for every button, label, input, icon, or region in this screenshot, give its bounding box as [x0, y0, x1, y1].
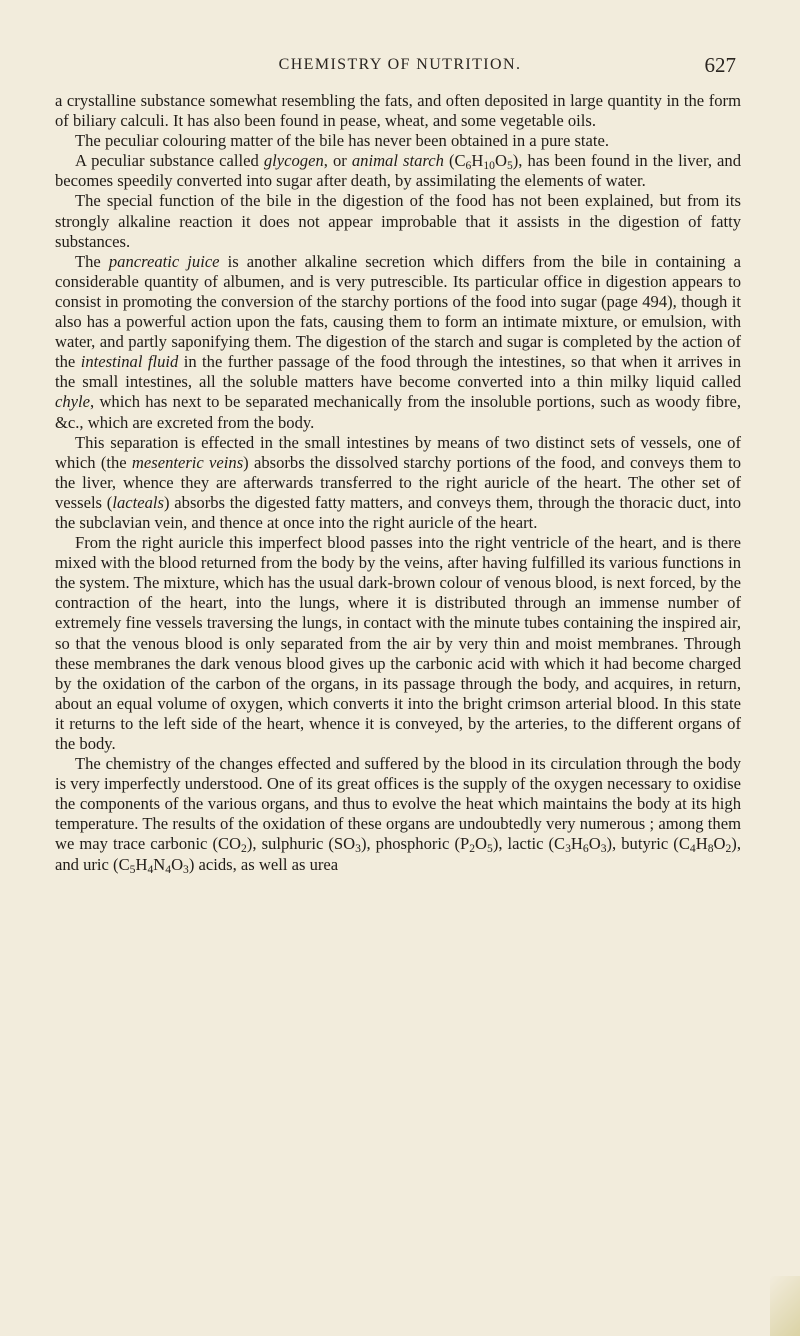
text-run: in the further passage of the food through the intestines, so that when it arrives in the small intestines, all the soluble matters have become converted into a thin milky liquid called — [55, 352, 741, 392]
text-run: ), and uric (C — [55, 834, 741, 874]
italic-term: animal starch — [351, 151, 444, 171]
subscript: 10 — [483, 159, 495, 173]
subscript: 4 — [165, 862, 172, 876]
subscript: 6 — [582, 842, 589, 856]
paragraph — [55, 433, 741, 533]
text-run: ), phosphoric (P — [360, 834, 470, 854]
body-text — [55, 91, 741, 875]
text-run: The chemistry of the changes effected and suffered by the blood in its circulation through the body is very imperfectly understood. One of its great offices is the supply of the oxygen necessary to oxidise the components of the various organs, and thus to evolve the heat which maintains the body at its high temperature. The results of the oxidation of these organs are undoubtedly very numerous ; among them we may trace carbonic (CO — [55, 754, 741, 854]
text-run: A peculiar substance called — [75, 151, 264, 171]
subscript: 3 — [355, 842, 361, 856]
subscript: 2 — [469, 842, 476, 856]
text-run: O — [588, 834, 601, 854]
paragraph — [55, 191, 741, 251]
subscript: 6 — [465, 159, 472, 173]
text-run: The — [75, 251, 109, 271]
text-run: H — [695, 834, 708, 854]
subscript: 5 — [129, 862, 136, 876]
text-run: O — [475, 834, 487, 854]
text-run: ), lactic (C — [492, 834, 566, 854]
text-run: ), has been found in the liver, and becomes speedily converted into sugar after death, by assimilating the elements of water. — [55, 151, 741, 191]
text-run: O — [494, 151, 507, 171]
subscript: 3 — [565, 842, 571, 856]
text-run: is another alkaline secretion which differs from the bile in containing a considerable quantity of albumen, and is very putrescible. Its particular office in digestion appears to consist in promoting the conversion of the starchy portions of the food into sugar (page 494), though it also has a powerful action upon the fats, causing them to form an intimate mixture, or emulsion, with water, and partly saponifying them. The digestion of the starch and sugar is completed by the action of the — [55, 251, 741, 372]
text-run: ), sulphuric (SO — [246, 834, 356, 854]
italic-term: lacteals — [112, 492, 164, 512]
subscript: 4 — [147, 862, 154, 876]
subscript: 3 — [600, 842, 607, 856]
paragraph — [55, 533, 741, 754]
text-run: H — [570, 834, 583, 854]
italic-term: glycogen — [263, 151, 324, 171]
paragraph — [55, 131, 741, 151]
subscript: 3 — [183, 862, 189, 876]
text-run: , which has next to be separated mechanically from the insoluble portions, such as woody fibre, &c., which are excreted from the body. — [55, 392, 741, 432]
text-run: O — [171, 854, 184, 874]
text-run: N — [153, 854, 166, 874]
text-run: , or — [323, 151, 352, 171]
paragraph — [55, 252, 741, 433]
text-run: ), butyric (C — [606, 834, 690, 854]
page-number: 627 — [704, 53, 736, 77]
subscript: 5 — [487, 842, 493, 856]
paragraph — [55, 91, 741, 131]
italic-term: intestinal fluid — [80, 352, 179, 372]
text-run: H — [471, 151, 484, 171]
italic-term: mesenteric veins — [131, 452, 244, 472]
italic-term: chyle — [55, 392, 91, 412]
subscript: 5 — [506, 159, 513, 173]
text-run: H — [135, 854, 148, 874]
subscript: 8 — [707, 842, 714, 856]
text-run: (C — [443, 151, 466, 171]
text-run: ) absorbs the dissolved starchy portions of the food, and conveys them to the liver, whence they are afterwards transferred to the right auricle of the heart. The other set of vessels ( — [55, 452, 741, 512]
text-run: The special function of the bile in the digestion of the food has not been explained, but from its strongly alkaline reaction it does not appear improbable that it assists in the digestion of fatty substances. — [55, 191, 741, 251]
text-run: ) acids, as well as urea — [188, 854, 339, 874]
subscript: 4 — [689, 842, 696, 856]
paper-stain — [770, 1276, 800, 1336]
text-run: The peculiar colouring matter of the bile has never been obtained in a pure state. — [75, 131, 610, 151]
text-run: ) absorbs the digested fatty matters, and conveys them, through the thoracic duct, into the subclavian vein, and thence at once into the right auricle of the heart. — [55, 492, 741, 532]
subscript: 2 — [725, 842, 732, 856]
italic-term: pancreatic juice — [108, 251, 220, 271]
text-run: This separation is effected in the small intestines by means of two distinct sets of vessels, one of which (the — [55, 432, 741, 472]
running-head: CHEMISTRY OF NUTRITION. — [278, 56, 522, 73]
paragraph — [55, 754, 741, 875]
text-run: a crystalline substance somewhat resembling the fats, and often deposited in large quantity in the form of biliary calculi. It has also been found in pease, wheat, and some vegetable oils. — [55, 91, 741, 131]
text-run: O — [713, 834, 726, 854]
text-run: From the right auricle this imperfect blood passes into the right ventricle of the heart, and is there mixed with the blood returned from the body by the veins, after having fulfilled its various functions in the system. The mixture, which has the usual dark-brown colour of venous blood, is next forced, by the contraction of the heart, into the lungs, where it is distributed through an immense number of extremely fine vessels traversing the lungs, in contact with the minute tubes containing the inspired air, so that the venous blood is only separated from the air by very thin and moist membranes. Through these membranes the dark venous blood gives up the carbonic acid with which it had become charged by the oxidation of the carbon of the organs, in its passage through the body, and acquires, in return, about an equal volume of oxygen, which converts it into the bright crimson arterial blood. In this state it returns to the left side of the heart, whence it is conveyed, by the arteries, to the different organs of the body. — [55, 533, 741, 753]
page-header — [64, 53, 736, 80]
subscript: 2 — [241, 842, 247, 856]
paragraph — [55, 151, 741, 191]
